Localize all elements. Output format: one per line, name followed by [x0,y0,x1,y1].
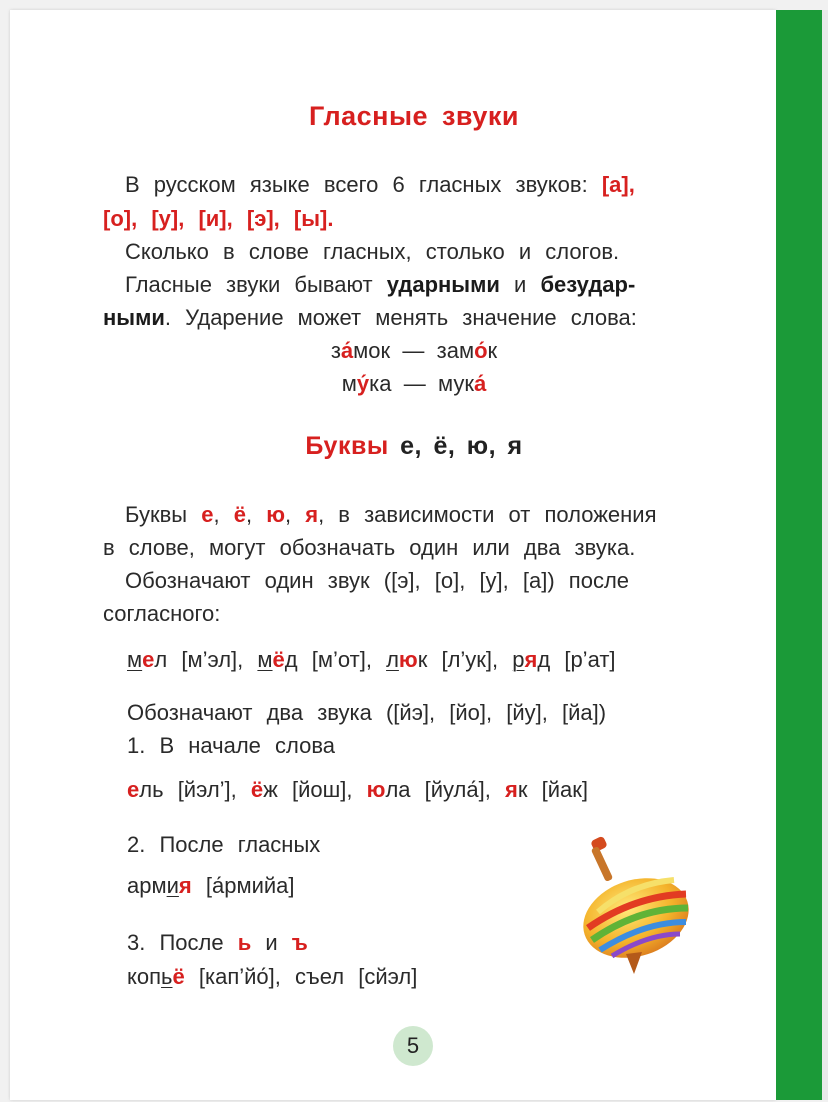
stress-bold-unstressed-end: ными [103,305,165,330]
stressed-vowel: а́ [473,371,487,396]
title-letters-word: Буквы [305,432,389,460]
word-part: зам [436,338,475,363]
vowels-intro-line [125,170,635,200]
green-edge-strip [776,10,822,1100]
separating-sign: ь [161,964,173,989]
spinning-top-illustration [568,836,698,981]
transcription: [м’эл], [181,647,244,672]
vowel-i: [и], [198,206,233,231]
one-sound-line-2: согласного: [103,601,221,626]
vowel-letter: е [127,777,140,802]
word-part: арм [127,873,167,898]
vowel-letter: е [142,647,155,672]
consonant: р [512,647,525,672]
stress-text-a: Гласные звуки бывают [125,272,373,297]
case-2-title: 2. После гласных [127,832,321,857]
word-part: ла [385,777,411,802]
transcription: [кап’йо́], [198,964,281,989]
case-3-text: 3. После [127,930,224,955]
case-1-title: 1. В начале слова [127,733,336,758]
preceding-vowel: и [166,873,179,898]
vowel-e: [э], [246,206,280,231]
two-sounds-line: Обозначают два звука ([йэ], [йо], [йу], [йа]) [127,700,607,725]
transcription: [а́рмийа] [205,873,295,898]
transcription: [йэл’], [177,777,237,802]
consonant: м [257,647,273,672]
stress-text-and: и [514,272,527,297]
vowel-letter: ю [366,777,386,802]
vowel-o: [о], [103,206,138,231]
vowel-letter: ё [172,964,185,989]
letter-e: е [201,502,214,527]
word-part: коп [127,964,162,989]
soft-sign: ь [237,930,252,955]
transcription: [р’ат] [564,647,616,672]
letters-line-2: в слове, могут обозначать один или два звука. [103,535,636,560]
vowel-y: [ы]. [293,206,334,231]
dash: — [403,371,426,396]
stress-bold-unstressed: безудар- [540,272,636,297]
stressed-vowel: а́ [340,338,354,363]
word-part: ж [263,777,278,802]
stress-text-b: . Ударение может менять значение слова: [164,305,637,330]
stressed-vowel: о́ [474,338,488,363]
word-part: д [284,647,298,672]
consonant: л [386,647,399,672]
word-part: з [330,338,341,363]
transcription: [л’ук], [441,647,499,672]
word-part: к [517,777,528,802]
transcription: [йак] [541,777,588,802]
word-part: мок [353,338,391,363]
letter-yo: ё [233,502,246,527]
vowel-letter: я [178,873,192,898]
letter-ya: я [305,502,319,527]
letter-yu: ю [266,502,285,527]
case-2-example [127,871,295,901]
word-part: к [487,338,498,363]
vowels-list-line [103,204,333,234]
section-title-letters [0,432,828,461]
case-1-examples [127,775,588,805]
vowel-letter: я [524,647,538,672]
letters-text-cont: , в зависимости от положения [318,502,657,527]
transcription: [йош], [292,777,353,802]
vowel-letter: ю [398,647,418,672]
example-syel: съел [сйэл] [295,964,418,989]
word-part: л [154,647,168,672]
letters-intro-line: Буквы е, ё, ю, я, в зависимости от положения [125,502,657,527]
word-part: ка [369,371,392,396]
stress-bold-stressed: ударными [386,272,500,297]
case-3-title [127,928,308,958]
vowels-intro-text: В русском языке всего 6 гласных звуков: [125,172,588,197]
spinning-top-icon [568,836,698,976]
stressed-vowel: у́ [356,371,370,396]
vowel-letter: я [504,777,518,802]
syllables-rule: Сколько в слове гласных, столько и слогов. [125,239,620,264]
word-part: мук [437,371,474,396]
stress-example-muka [0,369,828,399]
section-title-vowels: Гласные звуки [308,101,519,131]
page-number-badge: 5 [393,1026,433,1066]
transcription: [йула́], [424,777,491,802]
consonant: м [127,647,143,672]
word-part: к [417,647,428,672]
transcription: [м’от], [311,647,372,672]
case-3-and: и [265,930,278,955]
word-part: ль [139,777,164,802]
word-part: д [537,647,551,672]
vowel-u: [у], [151,206,185,231]
vowel-letter: ё [250,777,264,802]
word-part: м [341,371,357,396]
vowel-a: [а], [601,172,635,197]
stress-example-zamok [0,336,828,366]
stress-line-1 [125,270,635,300]
vowel-letter: ё [272,647,285,672]
title-letters-list: е, ё, ю, я [400,432,523,460]
page-edge-shadow [822,10,828,1100]
case-3-examples [127,962,417,992]
stress-line-2 [103,303,637,333]
letters-text: Буквы [125,502,188,527]
hard-sign: ъ [291,930,308,955]
one-sound-examples [127,645,616,675]
one-sound-line-1: Обозначают один звук ([э], [о], [у], [а]) после [125,568,630,593]
dash: — [402,338,425,363]
